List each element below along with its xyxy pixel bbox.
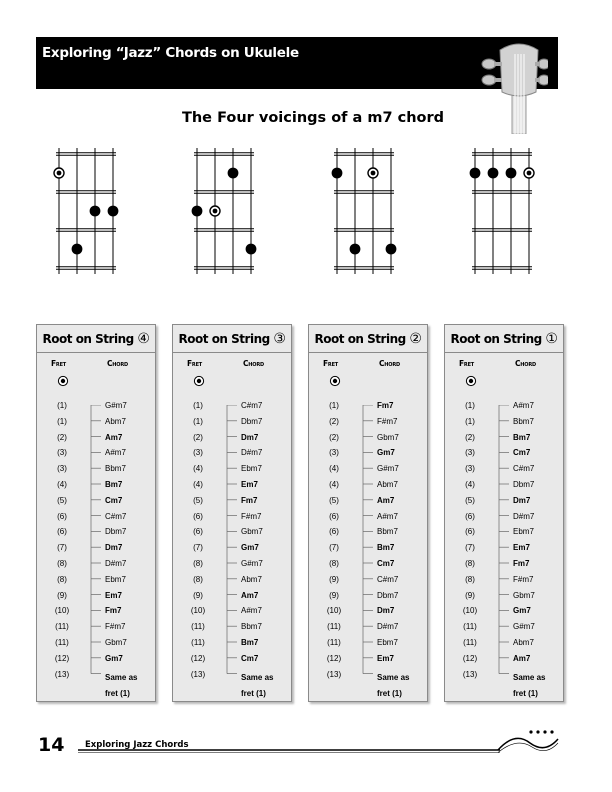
footer-title: Exploring Jazz Chords <box>85 740 189 750</box>
chord-name: Dm7 <box>513 495 531 505</box>
chord-name: Bbm7 <box>241 622 262 632</box>
fret-value: (8) <box>193 574 203 584</box>
fret-value: (4) <box>465 480 475 489</box>
fret-value: (5) <box>193 495 203 505</box>
chord-name: Bm7 <box>513 432 531 442</box>
fret-value: (8) <box>193 559 203 568</box>
fret-value: (11) <box>191 638 205 647</box>
fret-value: (9) <box>329 574 339 584</box>
fret-value: (2) <box>57 432 67 442</box>
chord-column-header: Chord <box>515 359 536 368</box>
fret-value: (10) <box>54 606 70 616</box>
fret-value: (11) <box>191 622 205 632</box>
chord-name: Am7 <box>241 590 259 600</box>
fret-value: (2) <box>329 432 339 442</box>
fret-value: (12) <box>326 653 342 663</box>
chord-name: Abm7 <box>241 574 262 584</box>
panel-root-string-3 <box>172 324 292 702</box>
chord-name: C#m7 <box>241 401 263 410</box>
fret-value: (4) <box>193 480 203 489</box>
fret-value: (7) <box>465 543 475 553</box>
finger-dot <box>386 244 397 255</box>
chord-name: Same as fret (1) <box>105 672 138 698</box>
fret-value: (4) <box>57 480 67 489</box>
chord-name: F#m7 <box>377 416 398 426</box>
chord-name: C#m7 <box>377 574 399 584</box>
fret-value: (6) <box>193 511 203 521</box>
fret-value: (1) <box>57 416 67 426</box>
chord-name: C#m7 <box>105 511 127 521</box>
chord-name: Abm7 <box>105 416 126 426</box>
chord-name: Dm7 <box>377 606 395 616</box>
section-title: The Four voicings of a m7 chord <box>181 110 445 126</box>
chord-name: Ebm7 <box>377 638 398 647</box>
fret-chord-connector <box>362 405 376 676</box>
chord-name: Same as fret (1) <box>241 672 274 698</box>
chord-name: Cm7 <box>241 653 259 663</box>
chord-name: G#m7 <box>105 401 127 410</box>
fret-value: (13) <box>54 669 70 679</box>
fret-value: (12) <box>462 653 478 663</box>
chord-diagram-voicing-4 <box>466 148 538 274</box>
fret-chord-connector <box>226 405 240 676</box>
fret-value: (11) <box>327 622 341 632</box>
chord-name: Em7 <box>377 653 394 663</box>
string-number: ④ <box>137 331 150 347</box>
chord-name: Abm7 <box>513 638 534 647</box>
fret-value: (4) <box>193 464 203 474</box>
string-number: ② <box>409 331 422 347</box>
fret-value: (3) <box>193 448 203 458</box>
fret-value: (8) <box>465 574 475 584</box>
chord-name: Am7 <box>513 653 531 663</box>
chord-name: F#m7 <box>513 574 534 584</box>
chord-name: Em7 <box>105 590 122 600</box>
finger-dot <box>488 168 499 179</box>
fret-value: (3) <box>57 448 67 458</box>
fret-value: (2) <box>329 416 339 426</box>
chord-name: Ebm7 <box>241 464 262 474</box>
chord-name: Bbm7 <box>105 464 126 474</box>
fret-value: (1) <box>329 401 339 410</box>
fret-value: (5) <box>57 495 67 505</box>
chord-name: Am7 <box>377 495 395 505</box>
chord-name: A#m7 <box>241 606 262 616</box>
chord-name: Am7 <box>105 432 123 442</box>
page-header-title: Exploring “Jazz” Chords on Ukulele <box>42 45 299 61</box>
fret-value: (6) <box>465 511 475 521</box>
fret-value: (1) <box>57 401 67 410</box>
root-symbol-icon <box>329 375 341 387</box>
chord-name: G#m7 <box>377 464 399 474</box>
fret-value: (5) <box>329 495 339 505</box>
fret-value: (11) <box>463 638 477 647</box>
fret-value: (1) <box>465 401 475 410</box>
fret-value: (3) <box>465 464 475 474</box>
fret-value: (10) <box>462 606 478 616</box>
chord-name: Ebm7 <box>105 574 126 584</box>
chord-diagram-voicing-2 <box>188 148 260 274</box>
fret-value: (13) <box>190 669 206 679</box>
chord-name: Cm7 <box>377 559 395 568</box>
chord-name: Fm7 <box>241 495 258 505</box>
chord-name: Bm7 <box>377 543 395 553</box>
finger-dot <box>246 244 257 255</box>
chord-diagram-voicing-1 <box>50 148 122 274</box>
finger-dot <box>470 168 481 179</box>
fret-column-header: Fret <box>323 359 338 368</box>
fret-value: (8) <box>57 559 67 568</box>
chord-name: Bbm7 <box>513 416 534 426</box>
chord-name: Bm7 <box>241 638 259 647</box>
finger-dot <box>108 206 119 217</box>
panel-title <box>309 325 427 353</box>
chord-name: D#m7 <box>105 559 127 568</box>
chord-name: Abm7 <box>377 480 398 489</box>
chord-name: Em7 <box>513 543 530 553</box>
fret-value: (13) <box>462 669 478 679</box>
fret-value: (9) <box>465 590 475 600</box>
fret-value: (6) <box>57 527 67 537</box>
root-symbol-icon <box>465 375 477 387</box>
fret-value: (2) <box>193 432 203 442</box>
fret-value: (3) <box>465 448 475 458</box>
chord-name: C#m7 <box>513 464 535 474</box>
fret-value: (11) <box>55 622 69 632</box>
string-number: ① <box>545 331 558 347</box>
fret-value: (13) <box>326 669 342 679</box>
panel-title-text: Root on String <box>178 332 270 346</box>
fret-value: (9) <box>193 590 203 600</box>
fret-column-header: Fret <box>51 359 66 368</box>
fret-value: (6) <box>465 527 475 537</box>
fret-value: (6) <box>329 527 339 537</box>
chord-name: Dm7 <box>105 543 123 553</box>
chord-name: Fm7 <box>513 559 530 568</box>
chord-name: A#m7 <box>377 511 398 521</box>
chord-name: Gbm7 <box>105 638 127 647</box>
panel-root-string-2 <box>308 324 428 702</box>
fret-value: (8) <box>57 574 67 584</box>
panel-title <box>445 325 563 353</box>
chord-name: Fm7 <box>377 401 394 410</box>
chord-column-header: Chord <box>243 359 264 368</box>
fret-value: (7) <box>193 543 203 553</box>
fret-value: (7) <box>329 543 339 553</box>
fret-value: (10) <box>326 606 342 616</box>
fret-value: (11) <box>55 638 69 647</box>
finger-dot <box>72 244 83 255</box>
fret-value: (2) <box>465 432 475 442</box>
chord-name: A#m7 <box>513 401 534 410</box>
chord-name: Gm7 <box>241 543 259 553</box>
fret-value: (11) <box>327 638 341 647</box>
chord-name: Dbm7 <box>513 480 535 489</box>
root-symbol-icon <box>193 375 205 387</box>
finger-dot <box>192 206 203 217</box>
panel-title-text: Root on String <box>314 332 406 346</box>
fret-value: (1) <box>193 401 203 410</box>
chord-name: Ebm7 <box>513 527 534 537</box>
finger-dot <box>506 168 517 179</box>
guitar-neck-footer-icon <box>0 725 612 765</box>
chord-column-header: Chord <box>379 359 400 368</box>
fret-value: (6) <box>329 511 339 521</box>
fret-value: (12) <box>54 653 70 663</box>
fret-value: (1) <box>465 416 475 426</box>
chord-name: D#m7 <box>241 448 263 458</box>
chord-name: Gbm7 <box>513 590 535 600</box>
panel-title-text: Root on String <box>42 332 134 346</box>
panel-root-string-4 <box>36 324 156 702</box>
fret-column-header: Fret <box>459 359 474 368</box>
root-symbol-icon <box>57 375 69 387</box>
fret-value: (9) <box>329 590 339 600</box>
chord-name: Cm7 <box>513 448 531 458</box>
chord-name: A#m7 <box>105 448 126 458</box>
chord-diagram-voicing-3 <box>328 148 400 274</box>
chord-name: Cm7 <box>105 495 123 505</box>
fret-value: (10) <box>190 606 206 616</box>
chord-name: Gm7 <box>105 653 123 663</box>
panel-title <box>173 325 291 353</box>
chord-name: Gbm7 <box>241 527 263 537</box>
finger-dot <box>350 244 361 255</box>
chord-name: Dbm7 <box>241 416 263 426</box>
fret-value: (6) <box>193 527 203 537</box>
fret-chord-connector <box>90 405 104 676</box>
panel-root-string-1 <box>444 324 564 702</box>
string-number: ③ <box>273 331 286 347</box>
fret-value: (8) <box>329 559 339 568</box>
fret-value: (5) <box>465 495 475 505</box>
finger-dot <box>90 206 101 217</box>
chord-name: F#m7 <box>241 511 262 521</box>
panel-title <box>37 325 155 353</box>
fret-value: (12) <box>190 653 206 663</box>
chord-name: Gm7 <box>513 606 531 616</box>
fret-value: (7) <box>57 543 67 553</box>
chord-name: D#m7 <box>377 622 399 632</box>
chord-name: Gbm7 <box>377 432 399 442</box>
fret-value: (3) <box>329 448 339 458</box>
panel-title-text: Root on String <box>450 332 542 346</box>
chord-name: Fm7 <box>105 606 122 616</box>
fret-value: (4) <box>329 480 339 489</box>
fret-column-header: Fret <box>187 359 202 368</box>
page-number: 14 <box>38 734 65 756</box>
chord-name: Dbm7 <box>105 527 127 537</box>
finger-dot <box>332 168 343 179</box>
chord-name: Gm7 <box>377 448 395 458</box>
fret-value: (3) <box>57 464 67 474</box>
chord-name: Same as fret (1) <box>513 672 546 698</box>
chord-name: G#m7 <box>241 559 263 568</box>
chord-name: F#m7 <box>105 622 126 632</box>
chord-name: Dm7 <box>241 432 259 442</box>
fret-value: (6) <box>57 511 67 521</box>
chord-name: Dbm7 <box>377 590 399 600</box>
fret-value: (1) <box>193 416 203 426</box>
chord-name: G#m7 <box>513 622 535 632</box>
chord-name: Same as fret (1) <box>377 672 410 698</box>
fret-value: (4) <box>329 464 339 474</box>
chord-column-header: Chord <box>107 359 128 368</box>
chord-name: Bm7 <box>105 480 123 489</box>
fret-value: (8) <box>465 559 475 568</box>
fret-chord-connector <box>498 405 512 676</box>
fret-value: (11) <box>463 622 477 632</box>
chord-name: Em7 <box>241 480 258 489</box>
chord-name: D#m7 <box>513 511 535 521</box>
chord-name: Bbm7 <box>377 527 398 537</box>
fret-value: (9) <box>57 590 67 600</box>
finger-dot <box>228 168 239 179</box>
